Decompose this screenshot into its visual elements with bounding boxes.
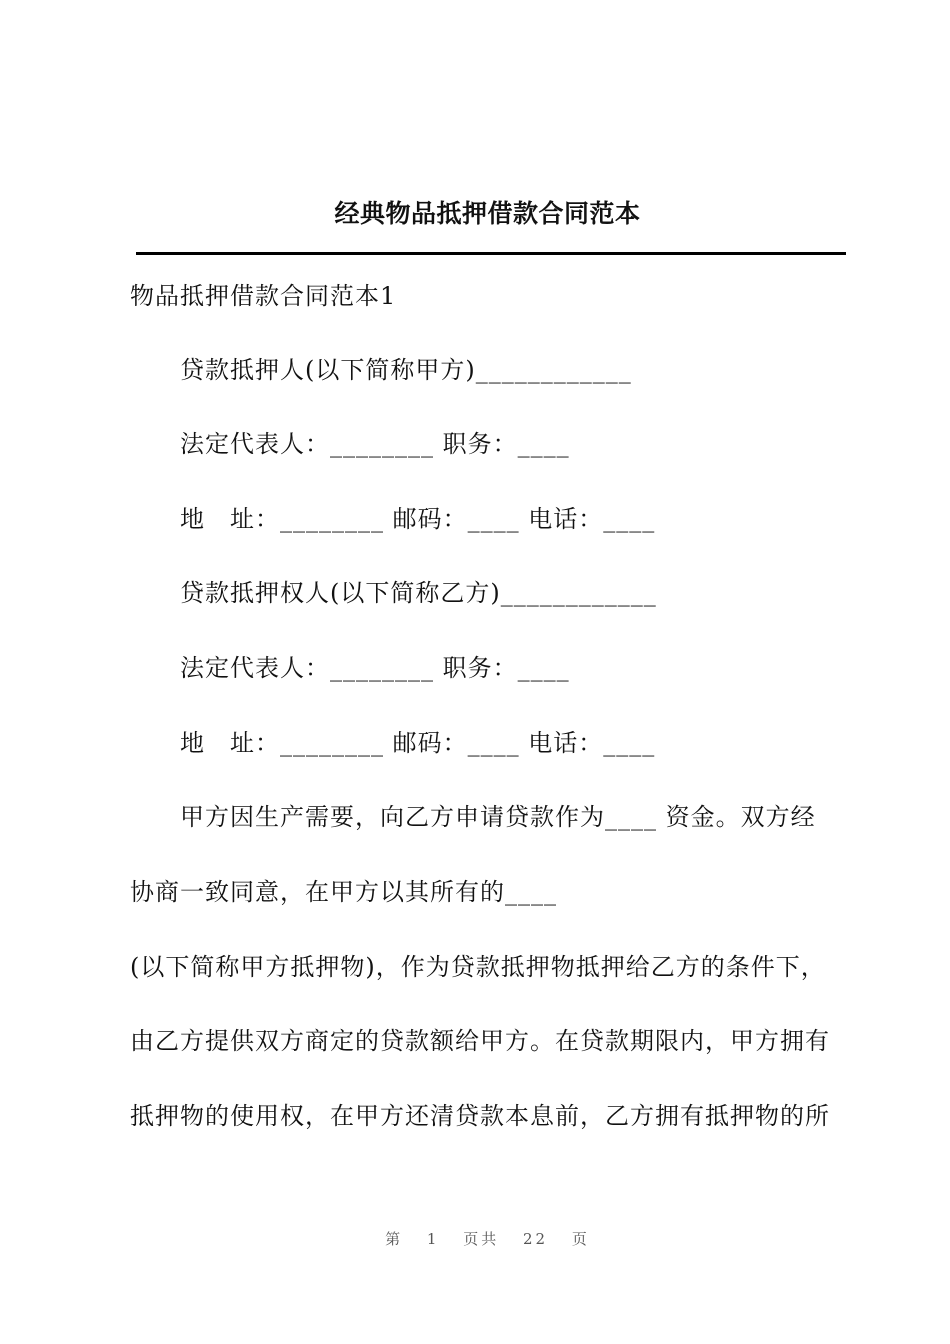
body-line-3: 地 址：________ 邮码：____ 电话：____ — [180, 505, 656, 533]
section-heading: 物品抵押借款合同范本1 — [130, 282, 397, 310]
footer-prefix: 第 — [385, 1230, 404, 1248]
footer-middle: 页共 — [463, 1230, 500, 1248]
body-line-1: 贷款抵押人(以下简称甲方)____________ — [180, 356, 632, 384]
body-line-10: 由乙方提供双方商定的贷款额给甲方。在贷款期限内，甲方拥有 — [130, 1027, 830, 1055]
footer-total-pages: 22 — [523, 1230, 549, 1248]
title-divider — [136, 252, 846, 255]
footer-suffix: 页 — [571, 1230, 590, 1248]
body-line-9: (以下简称甲方抵押物)，作为贷款抵押物抵押给乙方的条件下， — [130, 953, 826, 981]
document-title: 经典物品抵押借款合同范本 — [334, 199, 641, 228]
body-line-7: 甲方因生产需要，向乙方申请贷款作为____ 资金。双方经 — [180, 803, 816, 831]
body-line-11: 抵押物的使用权，在甲方还清贷款本息前，乙方拥有抵押物的所 — [130, 1102, 830, 1130]
body-line-2: 法定代表人：________ 职务：____ — [180, 430, 570, 458]
body-line-8: 协商一致同意，在甲方以其所有的____ — [130, 878, 557, 906]
page-footer — [0, 1228, 950, 1249]
body-line-5: 法定代表人：________ 职务：____ — [180, 654, 570, 682]
footer-page-number: 1 — [426, 1230, 440, 1248]
body-line-4: 贷款抵押权人(以下简称乙方)____________ — [180, 579, 657, 607]
body-line-6: 地 址：________ 邮码：____ 电话：____ — [180, 729, 656, 757]
